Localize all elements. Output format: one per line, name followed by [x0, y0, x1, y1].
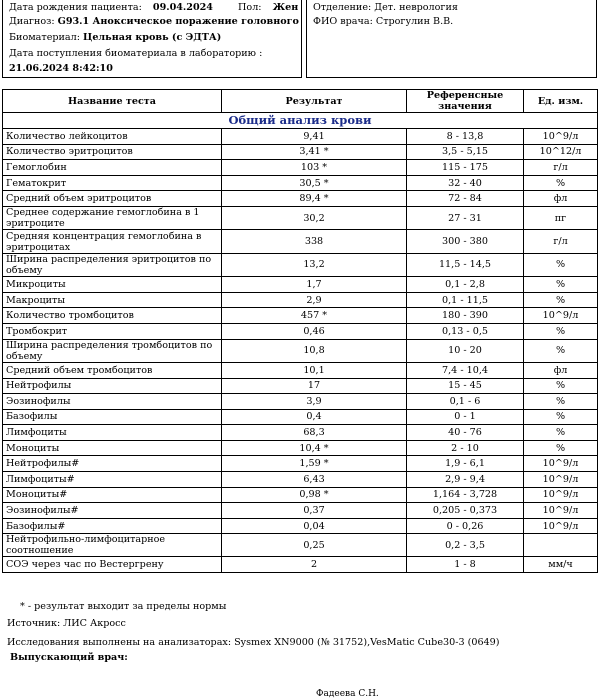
department: Отделение: Дет. неврология	[313, 2, 458, 13]
table-row	[3, 557, 598, 573]
reference-range: 300 - 380	[407, 230, 524, 253]
table-row	[3, 339, 598, 362]
reference-range: 32 - 40	[407, 175, 524, 191]
reference-range: 2 - 10	[407, 440, 524, 456]
table-row	[3, 394, 598, 410]
unit: 10^9/л	[524, 503, 598, 519]
table-row	[3, 440, 598, 456]
unit: 10^9/л	[524, 308, 598, 324]
table-row	[3, 206, 598, 229]
test-name: Гемоглобин	[3, 160, 222, 176]
reference-range: 0,1 - 6	[407, 394, 524, 410]
unit: %	[524, 292, 598, 308]
test-name: Эозинофилы#	[3, 503, 222, 519]
result: 457 *	[222, 308, 407, 324]
referring-doctor: ФИО врача: Строгулин В.В.	[313, 16, 454, 27]
table-row	[3, 292, 598, 308]
result: 10,4 *	[222, 440, 407, 456]
table-row	[3, 175, 598, 191]
unit	[524, 534, 598, 557]
test-name: Средний объем эритроцитов	[3, 191, 222, 207]
unit: фл	[524, 191, 598, 207]
table-row	[3, 362, 598, 378]
sex-label: Пол:	[238, 2, 262, 13]
result: 338	[222, 230, 407, 253]
unit: %	[524, 409, 598, 425]
result: 6,43	[222, 472, 407, 488]
reference-range: 8 - 13,8	[407, 129, 524, 145]
reference-range: 0,1 - 11,5	[407, 292, 524, 308]
reference-range: 27 - 31	[407, 206, 524, 229]
unit: %	[524, 440, 598, 456]
results-table	[2, 89, 598, 573]
reference-range: 0,2 - 3,5	[407, 534, 524, 557]
col-result: Результат	[222, 90, 407, 113]
table-row	[3, 129, 598, 145]
unit: %	[524, 323, 598, 339]
table-row	[3, 456, 598, 472]
test-name: Нейтрофилы	[3, 378, 222, 394]
unit: %	[524, 394, 598, 410]
table-row	[3, 144, 598, 160]
reference-range: 3,5 - 5,15	[407, 144, 524, 160]
reference-range: 1,164 - 3,728	[407, 487, 524, 503]
test-name: Количество эритроцитов	[3, 144, 222, 160]
reference-range: 15 - 45	[407, 378, 524, 394]
department-info-box	[306, 0, 597, 78]
unit: %	[524, 425, 598, 441]
test-name: Среднее содержание гемоглобина в 1 эритроците	[3, 206, 222, 229]
reference-range: 7,4 - 10,4	[407, 362, 524, 378]
result: 0,25	[222, 534, 407, 557]
test-name: Лимфоциты	[3, 425, 222, 441]
test-name: Моноциты#	[3, 487, 222, 503]
test-name: Эозинофилы	[3, 394, 222, 410]
reference-range: 10 - 20	[407, 339, 524, 362]
biomaterial-label: Биоматериал:	[9, 32, 80, 43]
test-name: Средняя концентрация гемоглобина в эритроцитах	[3, 230, 222, 253]
analyzers: Исследования выполнены на анализаторах: Sysmex XN9000 (№ 31752),VesMatic Cube30-3 (0649)	[7, 637, 500, 648]
unit: 10^9/л	[524, 456, 598, 472]
test-name: Лимфоциты#	[3, 472, 222, 488]
diagnosis-label: Диагноз:	[9, 16, 55, 27]
reference-range: 1,9 - 6,1	[407, 456, 524, 472]
table-row	[3, 472, 598, 488]
biomaterial-line	[9, 32, 221, 44]
unit: г/л	[524, 160, 598, 176]
out-of-range-note: * - результат выходит за пределы нормы	[20, 601, 227, 612]
result: 1,59 *	[222, 456, 407, 472]
diagnosis-value: G93.1 Аноксическое поражение головного	[57, 16, 299, 27]
col-unit: Ед. изм.	[524, 90, 598, 113]
reference-range: 1 - 8	[407, 557, 524, 573]
table-row	[3, 191, 598, 207]
unit: мм/ч	[524, 557, 598, 573]
unit: 10^9/л	[524, 487, 598, 503]
dob-line	[9, 2, 298, 14]
result: 1,7	[222, 277, 407, 293]
unit: %	[524, 378, 598, 394]
unit: 10^9/л	[524, 129, 598, 145]
col-reference: Референсные значения	[407, 90, 524, 113]
table-row	[3, 409, 598, 425]
test-name: Микроциты	[3, 277, 222, 293]
reference-range: 0,1 - 2,8	[407, 277, 524, 293]
result: 10,1	[222, 362, 407, 378]
reference-range: 0 - 1	[407, 409, 524, 425]
result: 17	[222, 378, 407, 394]
test-name: Макроциты	[3, 292, 222, 308]
table-row	[3, 230, 598, 253]
result: 2,9	[222, 292, 407, 308]
result: 68,3	[222, 425, 407, 441]
test-name: Количество лейкоцитов	[3, 129, 222, 145]
diagnosis-line	[9, 16, 299, 28]
unit: %	[524, 253, 598, 276]
reference-range: 180 - 390	[407, 308, 524, 324]
test-name: Моноциты	[3, 440, 222, 456]
test-name: Базофилы	[3, 409, 222, 425]
table-row	[3, 323, 598, 339]
table-row	[3, 503, 598, 519]
result: 2	[222, 557, 407, 573]
unit: пг	[524, 206, 598, 229]
source: Источник: ЛИС Акросс	[7, 618, 126, 629]
result: 13,2	[222, 253, 407, 276]
arrival-value: 21.06.2024 8:42:10	[9, 63, 113, 74]
table-row	[3, 160, 598, 176]
test-name: Ширина распределения тромбоцитов по объему	[3, 339, 222, 362]
table-row	[3, 253, 598, 276]
reference-range: 0 - 0,26	[407, 518, 524, 534]
test-name: Нейтрофильно-лимфоцитарное соотношение	[3, 534, 222, 557]
table-row	[3, 534, 598, 557]
patient-info-box	[2, 0, 302, 78]
test-name: Средний объем тромбоцитов	[3, 362, 222, 378]
test-name: СОЭ через час по Вестергрену	[3, 557, 222, 573]
unit: 10^12/л	[524, 144, 598, 160]
test-name: Количество тромбоцитов	[3, 308, 222, 324]
result: 0,46	[222, 323, 407, 339]
unit: 10^9/л	[524, 518, 598, 534]
test-name: Тромбокрит	[3, 323, 222, 339]
result: 89,4 *	[222, 191, 407, 207]
result: 3,41 *	[222, 144, 407, 160]
reference-range: 0,13 - 0,5	[407, 323, 524, 339]
issuing-doctor-label: Выпускающий врач:	[10, 652, 128, 663]
section-title: Общий анализ крови	[3, 113, 598, 129]
dob-label: Дата рождения пациента:	[9, 2, 142, 13]
test-name: Нейтрофилы#	[3, 456, 222, 472]
result: 9,41	[222, 129, 407, 145]
table-row	[3, 378, 598, 394]
test-name: Ширина распределения эритроцитов по объему	[3, 253, 222, 276]
table-row	[3, 487, 598, 503]
table-row	[3, 518, 598, 534]
unit: %	[524, 175, 598, 191]
reference-range: 40 - 76	[407, 425, 524, 441]
test-name: Гематокрит	[3, 175, 222, 191]
result: 30,2	[222, 206, 407, 229]
result: 0,04	[222, 518, 407, 534]
result: 3,9	[222, 394, 407, 410]
reference-range: 72 - 84	[407, 191, 524, 207]
result: 0,98 *	[222, 487, 407, 503]
reference-range: 2,9 - 9,4	[407, 472, 524, 488]
table-row	[3, 308, 598, 324]
unit: %	[524, 277, 598, 293]
unit: фл	[524, 362, 598, 378]
result: 0,37	[222, 503, 407, 519]
unit: 10^9/л	[524, 472, 598, 488]
col-test-name: Название теста	[3, 90, 222, 113]
result: 30,5 *	[222, 175, 407, 191]
dob-value: 09.04.2024	[152, 2, 213, 13]
table-row	[3, 425, 598, 441]
reference-range: 115 - 175	[407, 160, 524, 176]
signature: Фадеева С.Н.	[316, 689, 379, 699]
reference-range: 0,205 - 0,373	[407, 503, 524, 519]
arrival-label: Дата поступления биоматериала в лабораторию :	[9, 48, 263, 59]
test-name: Базофилы#	[3, 518, 222, 534]
unit: г/л	[524, 230, 598, 253]
result: 10,8	[222, 339, 407, 362]
section-row	[3, 113, 598, 129]
result: 103 *	[222, 160, 407, 176]
table-row	[3, 277, 598, 293]
table-header-row	[3, 90, 598, 113]
result: 0,4	[222, 409, 407, 425]
sex-value: Жен	[272, 2, 299, 13]
unit: %	[524, 339, 598, 362]
reference-range: 11,5 - 14,5	[407, 253, 524, 276]
biomaterial-value: Цельная кровь (с ЭДТА)	[83, 32, 222, 43]
